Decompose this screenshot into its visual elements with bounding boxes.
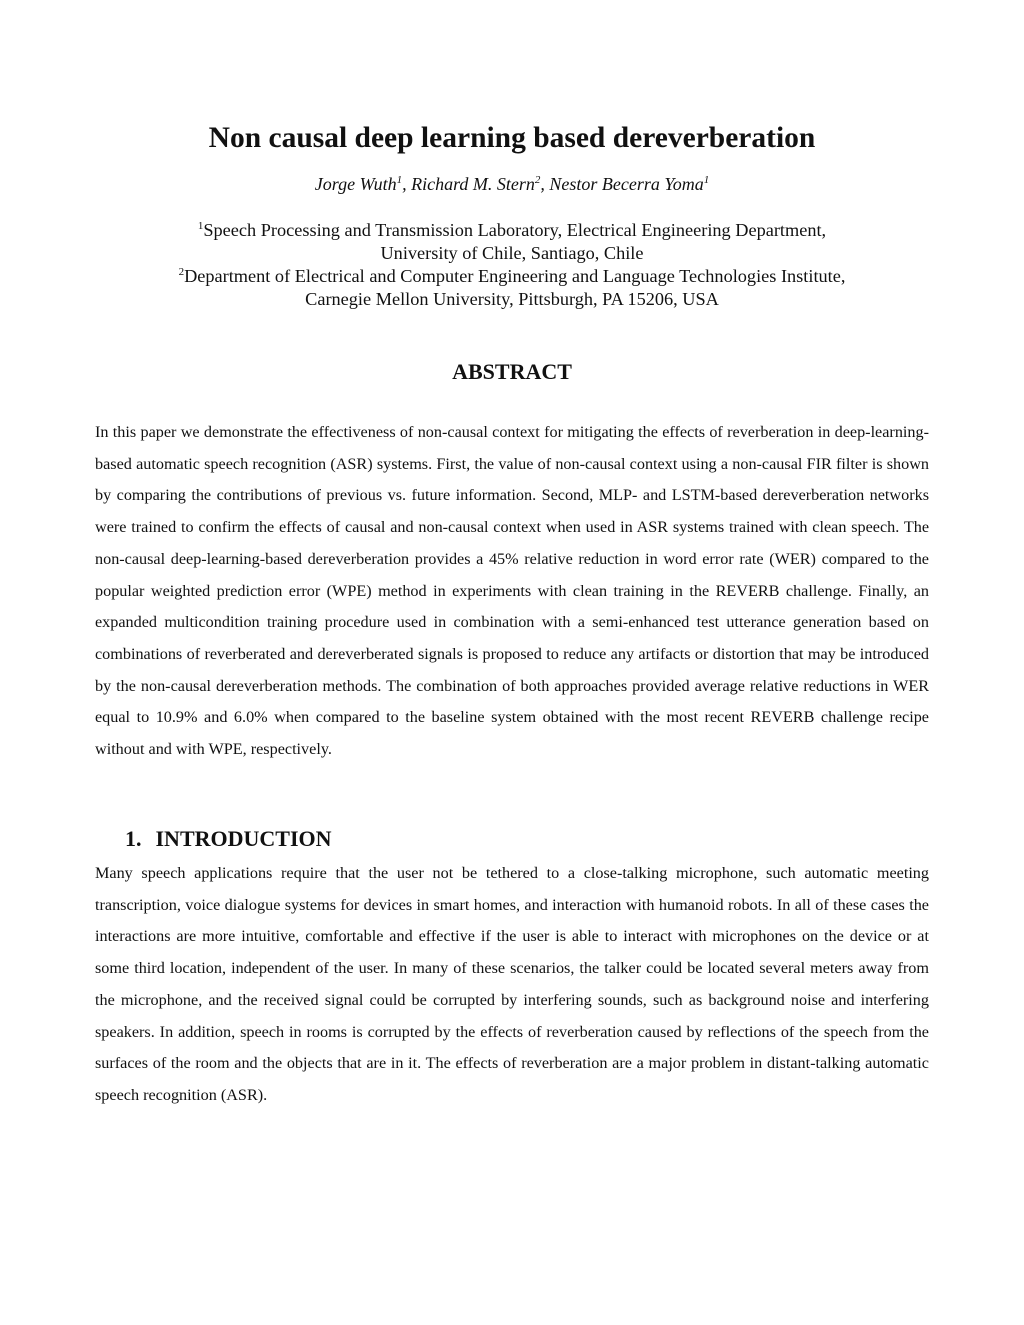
introduction-body: Many speech applications require that the user not be tethered to a close-talking microphone, such automatic meeting transcription, voice dialogue systems for devices in smart homes, and interaction with humanoid robots. In all of these cases the interactions are more intuitive, comfortable and effective if the user is able to interact with microphones on the device or at some third location, independent of the user. In many of these scenarios, the talker could be located several meters away from the microphone, and the received signal could be corrupted by interfering sounds, such as background noise and interfering speakers. In addition, speech in rooms is corrupted by the effects of reverberation caused by reflections of the speech from the surfaces of the room and the objects that are in it. The effects of reverberation are a major problem in distant-talking automatic speech recognition (ASR). (95, 864, 929, 1104)
affiliation-mark: 1 (197, 220, 204, 232)
section-title: INTRODUCTION (155, 826, 332, 851)
paper-title: Non causal deep learning based dereverberation (208, 122, 816, 154)
author-name: Nestor Becerra Yoma (549, 174, 704, 194)
affiliation-line (95, 265, 929, 288)
author-affiliation-mark: 1 (703, 174, 710, 186)
affiliation-text: Speech Processing and Transmission Laboratory, Electrical Engineering Department, (203, 220, 827, 240)
affiliation-line: Carnegie Mellon University, Pittsburgh, PA 15206, USA (305, 289, 719, 310)
author-list (95, 171, 929, 197)
affiliation-line (95, 219, 929, 242)
section-number: 1. (125, 826, 142, 851)
author-affiliation-mark: 2 (534, 174, 541, 186)
abstract-heading: ABSTRACT (452, 359, 572, 384)
section-heading-introduction (125, 825, 332, 853)
author-name: Jorge Wuth (314, 174, 397, 194)
author-separator: , (402, 174, 412, 194)
affiliation-line: University of Chile, Santiago, Chile (380, 243, 644, 264)
affiliation-2 (95, 265, 929, 312)
abstract-body: In this paper we demonstrate the effectiveness of non-causal context for mitigating the effects of reverberation in deep-learning-based automatic speech recognition (ASR) systems. First, the value of non-causal context using a non-causal FIR filter is shown by comparing the contributions of previous vs. future information. Second, MLP- and LSTM-based dereverberation networks were trained to confirm the effects of causal and non-causal context when used in ASR systems trained with clean speech. The non-causal deep-learning-based dereverberation provides a 45% relative reduction in word error rate (WER) compared to the popular weighted prediction error (WPE) method in experiments with clean training in the REVERB challenge. Finally, an expanded multicondition training procedure used in combination with a semi-enhanced test utterance generation based on combinations of reverberated and dereverberated signals is proposed to reduce any artifacts or distortion that may be introduced by the non-causal dereverberation methods. The combination of both approaches provided average relative reductions in WER equal to 10.9% and 6.0% when compared to the baseline system obtained with the most recent REVERB challenge recipe without and with WPE, respectively. (95, 423, 929, 759)
affiliation-mark: 2 (178, 266, 185, 278)
affiliation-text: Department of Electrical and Computer Engineering and Language Technologies Institute, (184, 266, 846, 286)
author-affiliation-mark: 1 (396, 174, 403, 186)
author-separator: , (540, 174, 550, 194)
author-name: Richard M. Stern (411, 174, 535, 194)
affiliation-1 (95, 219, 929, 266)
